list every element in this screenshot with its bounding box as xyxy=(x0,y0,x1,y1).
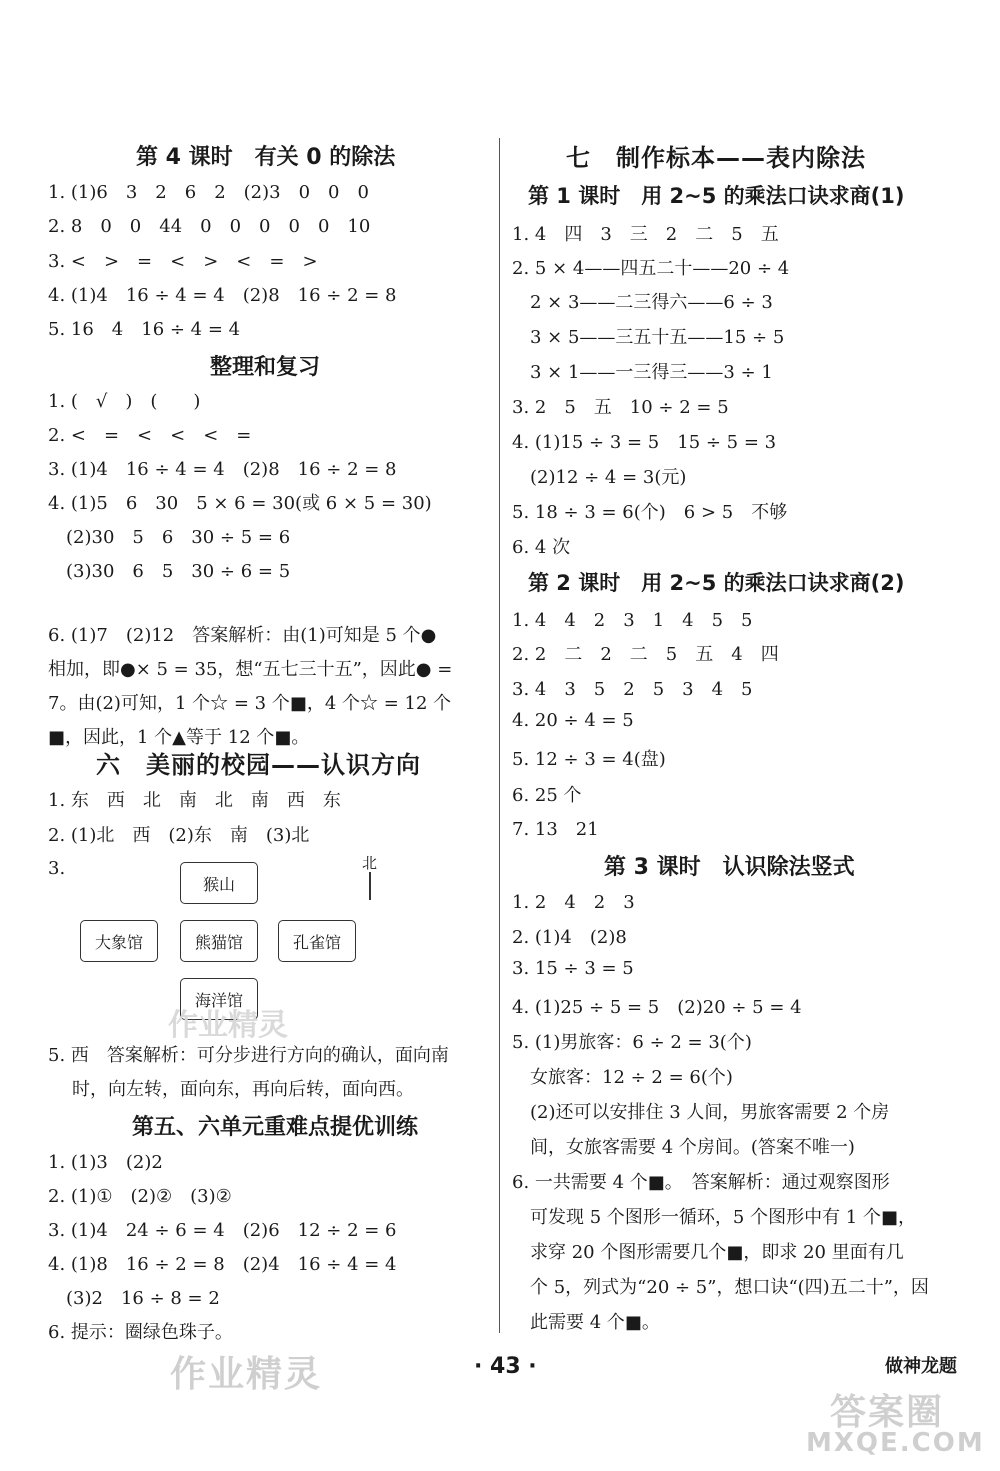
answer-line: (3)30 6 5 30 ÷ 6 = 5 xyxy=(48,561,291,582)
answer-line: 间，女旅客需要 4 个房间。(答案不唯一) xyxy=(512,1137,855,1158)
answer-line: 6. 4 次 xyxy=(512,537,571,558)
answer-line: (2)12 ÷ 4 = 3(元) xyxy=(512,467,687,488)
map-box-right: 孔雀馆 xyxy=(278,920,356,962)
answer-line: 4. (1)15 ÷ 3 = 5 15 ÷ 5 = 3 xyxy=(512,432,777,453)
watermark: 作业精灵 xyxy=(168,1008,288,1043)
watermark-logo: 答案圈 xyxy=(830,1392,945,1433)
answer-line: 3. (1)4 24 ÷ 6 = 4 (2)6 12 ÷ 2 = 6 xyxy=(48,1220,397,1241)
answer-line: 6. 一共需要 4 个■。 答案解析：通过观察图形 xyxy=(512,1172,890,1193)
answer-line: 6. 25 个 xyxy=(512,785,582,806)
answer-line: 5. 西 答案解析：可分步进行方向的确认，面向南 xyxy=(48,1045,449,1066)
answer-line: 3. (1)4 16 ÷ 4 = 4 (2)8 16 ÷ 2 = 8 xyxy=(48,459,397,480)
watermark-site: MXQE.COM xyxy=(806,1428,985,1458)
map-box-bottom: 海洋馆 xyxy=(180,978,258,1020)
section-title: 第 2 课时 用 2~5 的乘法口诀求商(2) xyxy=(528,571,905,595)
answer-line: (3)2 16 ÷ 8 = 2 xyxy=(48,1288,220,1309)
answer-line: 3. < > = < > < = > xyxy=(48,251,318,272)
answer-line: 7. 13 21 xyxy=(512,819,599,840)
page-number: · 43 · xyxy=(474,1354,537,1379)
answer-line: 3 × 5——三五十五——15 ÷ 5 xyxy=(512,327,785,348)
answer-line: 1. 东 西 北 南 北 南 西 东 xyxy=(48,790,341,811)
answer-line: 2. (1)4 (2)8 xyxy=(512,927,627,948)
answer-line: 求穿 20 个图形需要几个■，即求 20 里面有几 xyxy=(512,1242,904,1263)
section-title: 第 3 课时 认识除法竖式 xyxy=(604,855,855,880)
answer-line: 3. 4 3 5 2 5 3 4 5 xyxy=(512,679,753,700)
unit-title: 七 制作标本——表内除法 xyxy=(566,144,866,172)
answer-line: 此需要 4 个■。 xyxy=(512,1312,660,1333)
answer-line: 5. 18 ÷ 3 = 6(个) 6 > 5 不够 xyxy=(512,502,788,523)
map-box-center: 熊猫馆 xyxy=(180,920,258,962)
brand-label: 做神龙题 xyxy=(885,1356,957,1377)
answer-line: 女旅客：12 ÷ 2 = 6(个) xyxy=(512,1067,733,1088)
answer-line: 时，向左转，面向东，再向后转，面向西。 xyxy=(72,1079,414,1100)
answer-line: 3. xyxy=(48,858,66,879)
answer-line: 2. 5 × 4——四五二十——20 ÷ 4 xyxy=(512,258,790,279)
answer-line: 4. 20 ÷ 4 = 5 xyxy=(512,710,634,731)
answer-line: 1. 4 四 3 三 2 二 5 五 xyxy=(512,224,779,245)
answer-line: 个 5，列式为“20 ÷ 5”，想口诀“(四)五二十”，因 xyxy=(512,1277,929,1298)
answer-line: 6. 提示：圈绿色珠子。 xyxy=(48,1322,233,1343)
unit-title: 六 美丽的校园——认识方向 xyxy=(96,751,421,779)
answer-line: 2. (1)① (2)② (3)② xyxy=(48,1186,232,1207)
answer-line: 1. 4 4 2 3 1 4 5 5 xyxy=(512,610,753,631)
answer-line: 相加，即●× 5 = 35，想“五七三十五”，因此● = xyxy=(48,659,453,680)
answer-line: 1. (1)6 3 2 6 2 (2)3 0 0 0 xyxy=(48,182,369,203)
answer-line: 可发现 5 个图形一循环，5 个图形中有 1 个■， xyxy=(512,1207,916,1228)
section-title: 第五、六单元重难点提优训练 xyxy=(132,1115,419,1140)
answer-line: 1. (1)3 (2)2 xyxy=(48,1152,163,1173)
section-title: 整理和复习 xyxy=(210,355,321,380)
answer-line: 6. (1)7 (2)12 答案解析：由(1)可知是 5 个● xyxy=(48,625,437,646)
answer-line: 3. 2 5 五 10 ÷ 2 = 5 xyxy=(512,397,729,418)
answer-line: (2)还可以安排住 3 人间，男旅客需要 2 个房 xyxy=(512,1102,890,1123)
column-divider xyxy=(499,138,500,1333)
answer-line: 3. 15 ÷ 3 = 5 xyxy=(512,958,634,979)
watermark: 作业精灵 xyxy=(170,1354,323,1395)
map-box-top: 猴山 xyxy=(180,862,258,904)
answer-line: 5. (1)男旅客：6 ÷ 2 = 3(个) xyxy=(512,1032,752,1053)
answer-line: ■，因此，1 个▲等于 12 个■。 xyxy=(48,727,310,748)
answer-line: 7。由(2)可知，1 个☆ = 3 个■，4 个☆ = 12 个 xyxy=(48,693,452,714)
section-title: 第 1 课时 用 2~5 的乘法口诀求商(1) xyxy=(528,184,905,208)
answer-line: 5. 12 ÷ 3 = 4(盘) xyxy=(512,749,666,770)
answer-line: 4. (1)25 ÷ 5 = 5 (2)20 ÷ 5 = 4 xyxy=(512,997,802,1018)
north-label: 北 xyxy=(362,854,378,872)
answer-line: (2)30 5 6 30 ÷ 5 = 6 xyxy=(48,527,291,548)
answer-line: 4. (1)8 16 ÷ 2 = 8 (2)4 16 ÷ 4 = 4 xyxy=(48,1254,397,1275)
answer-line: 2. 2 二 2 二 5 五 4 四 xyxy=(512,644,779,665)
section-title: 第 4 课时 有关 0 的除法 xyxy=(136,145,396,170)
answer-line: 5. 16 4 16 ÷ 4 = 4 xyxy=(48,319,241,340)
answer-line: 4. (1)4 16 ÷ 4 = 4 (2)8 16 ÷ 2 = 8 xyxy=(48,285,397,306)
answer-line: 2. < = < < < = xyxy=(48,425,252,446)
answer-line: 3 × 1——一三得三——3 ÷ 1 xyxy=(512,362,773,383)
map-box-left: 大象馆 xyxy=(80,920,158,962)
answer-line: 2 × 3——二三得六——6 ÷ 3 xyxy=(512,292,773,313)
answer-line: 1. 2 4 2 3 xyxy=(512,892,635,913)
answer-line: 1. ( √ ) ( ) xyxy=(48,391,201,412)
north-arrow-line xyxy=(369,872,371,900)
answer-line: 2. 8 0 0 44 0 0 0 0 0 10 xyxy=(48,216,371,237)
answer-line: 4. (1)5 6 30 5 × 6 = 30(或 6 × 5 = 30) xyxy=(48,493,432,514)
answer-line: 2. (1)北 西 (2)东 南 (3)北 xyxy=(48,825,310,846)
